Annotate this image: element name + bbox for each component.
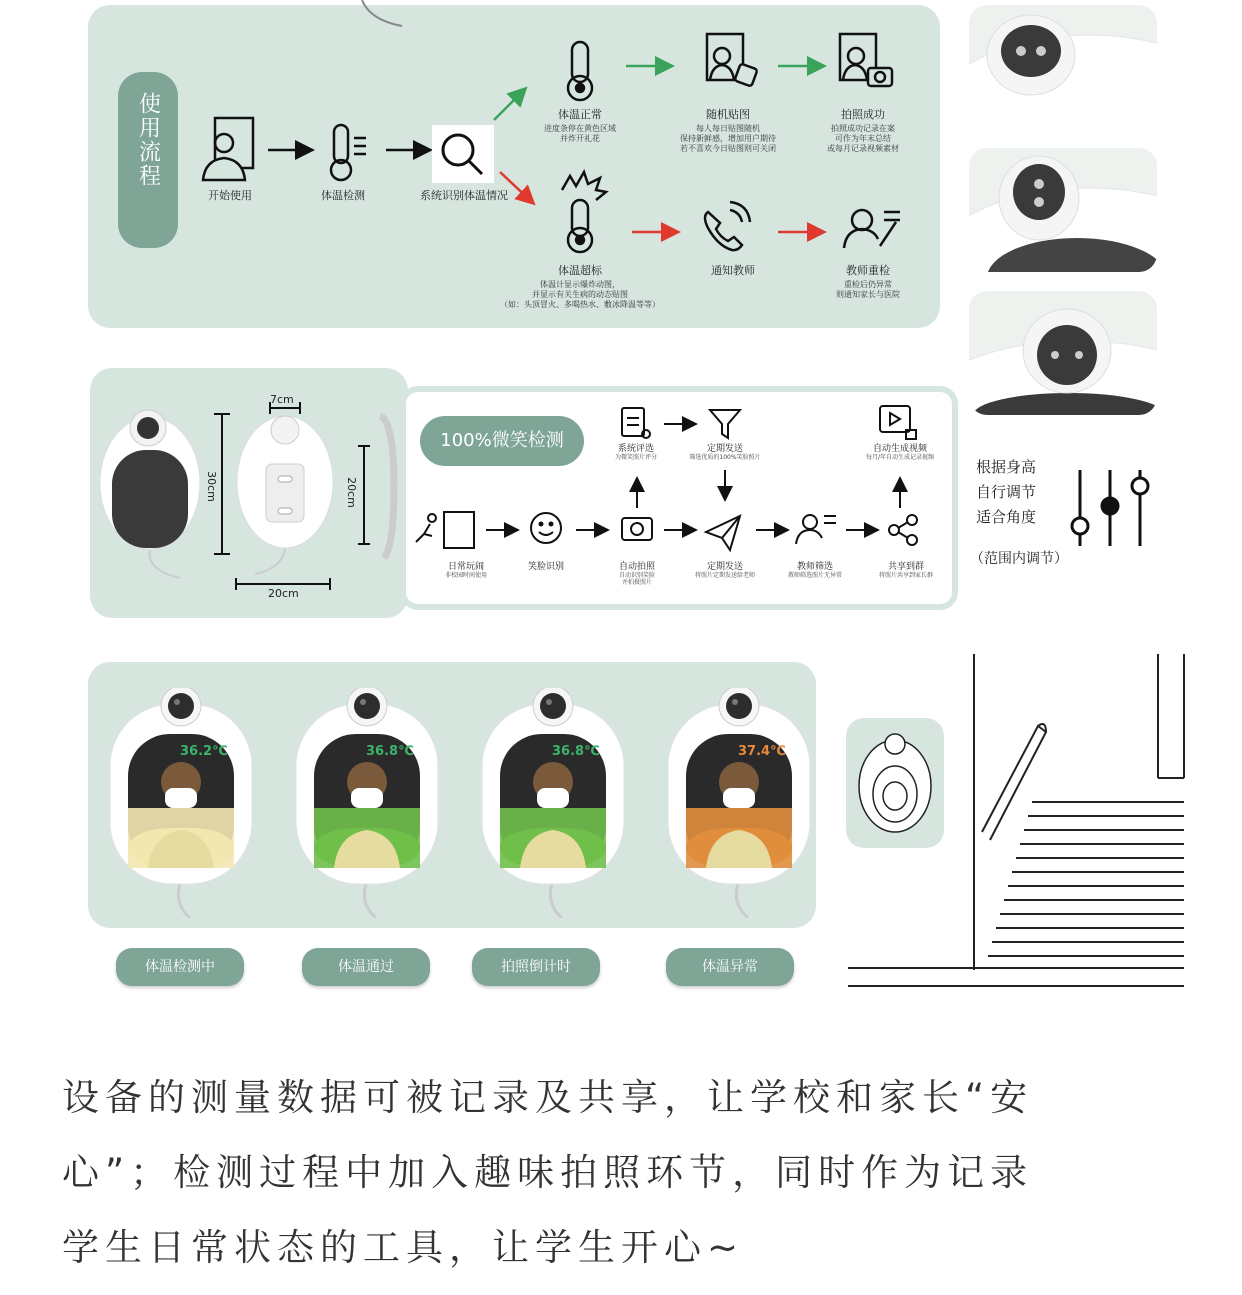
over-thermometer-icon [562,172,606,252]
smile-send2-desc: 筛选优质的100%笑脸照片 [689,454,761,461]
smile-share-label: 共享到群 [887,562,924,572]
device-illustration [296,688,438,918]
camera-top-view-2 [969,148,1157,272]
smile-daily-desc: 非校园时间使用 [444,572,487,579]
notify-label: 通知教师 [711,264,755,277]
smile-send1-label: 定期发送 [706,562,743,572]
smile-teacher-select-desc: 教师筛选照片无异常 [787,572,842,579]
caption-line-2: 心”；检测过程中加入趣味拍照环节，同时作为记录 [62,1151,1034,1194]
camera-angle-card-3 [969,291,1157,415]
height-line-2: 自行调节 [976,483,1037,501]
identify-label: 系统识别体温情况 [420,189,508,202]
dim-height: 30cm [204,471,218,502]
photo-success-icon [840,34,892,86]
photo-ok-label: 拍照成功 [841,108,885,121]
sticker-desc: 每人每日贴图随机 保持新鲜感，增加用户期待 若不喜欢今日贴图则可关闭 [680,124,776,153]
stair-steps [988,802,1184,956]
smile-send1-desc: 将照片定期发送给老师 [694,572,755,579]
camera-top-view-3 [969,291,1157,415]
temperature-readout: 36.8℃ [552,744,600,759]
caption-line-3: 学生日常状态的工具，让学生开心~ [62,1226,745,1269]
normal-label: 体温正常 [558,108,602,121]
camera-top-view-1 [969,5,1157,129]
smile-send2-label: 定期发送 [706,444,743,454]
height-note: （范围内调节） [970,551,1068,567]
camera-angle-card-1 [969,5,1157,129]
smile-video-label: 自动生成视频 [872,444,927,454]
smile-auto-photo-label: 自动拍照 [618,562,655,572]
smile-title: 100%微笑检测 [420,416,584,466]
temperature-readout: 36.8℃ [366,744,414,759]
sliders-icon [1066,466,1156,552]
photo-ok-desc: 拍照成功记录在案 可作为年末总结 或每月记录视频素材 [827,124,899,153]
smile-teacher-select-label: 教师筛选 [796,562,833,572]
device-state-2 [482,688,624,918]
height-line-3: 适合角度 [976,508,1037,526]
device-state-1 [296,688,438,918]
dimension-drawing [90,368,420,618]
smile-detect-label: 笑脸识别 [527,562,564,572]
device-state-3 [668,688,810,918]
normal-thermometer-icon [568,42,592,100]
top-arc [360,0,410,30]
recheck-label: 教师重检 [846,264,890,277]
caption-line-1: 设备的测量数据可被记录及共享，让学校和家长“安 [62,1076,1034,1119]
smile-eval-label: 系统评选 [617,444,654,454]
temp-check-label: 体温检测 [321,189,365,202]
status-pill-passed: 体温通过 [302,948,430,986]
temperature-readout: 36.2℃ [180,744,228,759]
device-illustration [482,688,624,918]
camera-angle-card-2 [969,148,1157,272]
sticker-icon [707,34,758,87]
over-desc: 体温计显示爆炸动图， 并显示有关生病的动态贴图 （如：头顶冒火、多喝热水、敷冰降温等等） [500,280,660,309]
status-pill-abnormal: 体温异常 [666,948,794,986]
smile-daily-label: 日常玩闹 [447,562,484,572]
status-pill-checking: 体温检测中 [116,948,244,986]
status-pill-countdown: 拍照倒计时 [472,948,600,986]
dim-inner-height: 20cm [344,477,358,508]
thermometer-icon [331,125,366,180]
teacher-icon [844,210,900,248]
start-label: 开始使用 [208,189,252,202]
device-illustration [110,688,252,918]
height-adjust-text [976,455,1036,530]
start-icon [203,118,253,180]
dim-width: 20cm [268,587,299,600]
height-line-1: 根据身高 [976,458,1037,476]
recheck-desc: 重检后仍异常 则通知家长与医院 [836,280,900,299]
dim-top: 7cm [270,393,294,406]
device-state-0 [110,688,252,918]
smile-auto-photo-desc: 自动识别笑脸 并拍摄照片 [618,572,655,586]
phone-icon [705,202,750,250]
temperature-readout: 37.4℃ [738,744,786,759]
normal-desc: 进度条停在黄色区域 并炸开礼花 [544,124,616,143]
smile-video-desc: 每月/年自动生成记录视频 [865,454,935,461]
flow-title: 使用流程 [135,92,161,188]
smile-eval-desc: 为微笑照片评分 [614,454,657,461]
sticker-label: 随机贴图 [706,108,750,121]
staircase-illustration [840,652,1185,992]
flow-diagram [0,0,940,330]
smile-share-desc: 将照片共享到家长群 [878,572,933,579]
over-label: 体温超标 [558,264,602,277]
device-illustration [668,688,810,918]
